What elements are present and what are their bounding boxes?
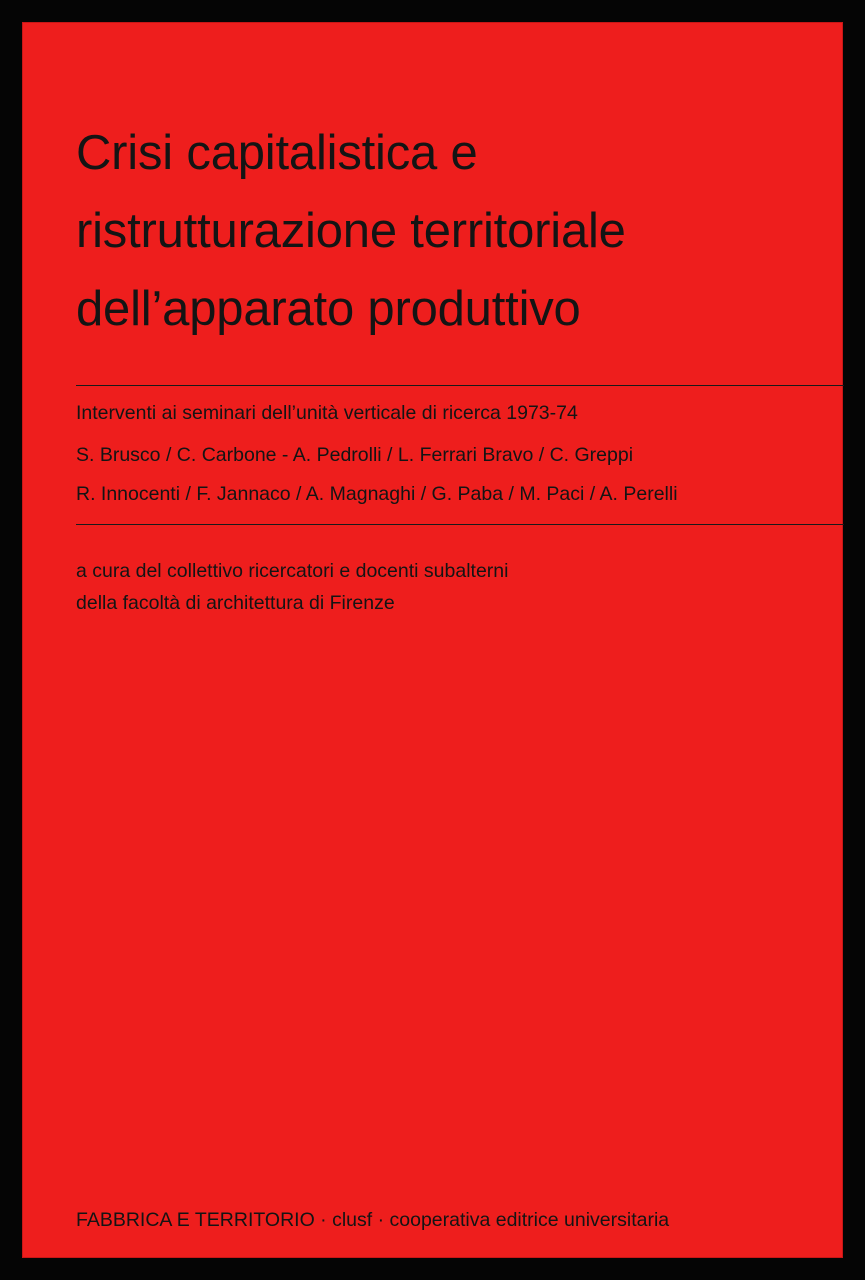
curators	[76, 555, 508, 619]
curators-line: a cura del collettivo ricercatori e docenti subalterni	[76, 560, 509, 582]
curators-line: della facoltà di architettura di Firenze	[76, 592, 395, 614]
publisher-line: FABBRICA E TERRITORIO · clusf · cooperativa editrice universitaria	[76, 1209, 670, 1231]
book-cover	[22, 22, 843, 1258]
divider-middle	[76, 524, 844, 525]
title-line: ristrutturazione territoriale	[76, 204, 626, 258]
subtitle: Interventi ai seminari dell’unità verticale di ricerca 1973-74	[76, 402, 578, 424]
title-line: Crisi capitalistica e	[76, 126, 478, 180]
authors-line: S. Brusco / C. Carbone - A. Pedrolli / L. Ferrari Bravo / C. Greppi	[76, 444, 634, 466]
authors-line: R. Innocenti / F. Jannaco / A. Magnaghi / G. Paba / M. Paci / A. Perelli	[76, 483, 678, 505]
book-title	[76, 114, 626, 348]
divider-top	[76, 385, 844, 386]
title-line: dell’apparato produttivo	[76, 282, 581, 336]
